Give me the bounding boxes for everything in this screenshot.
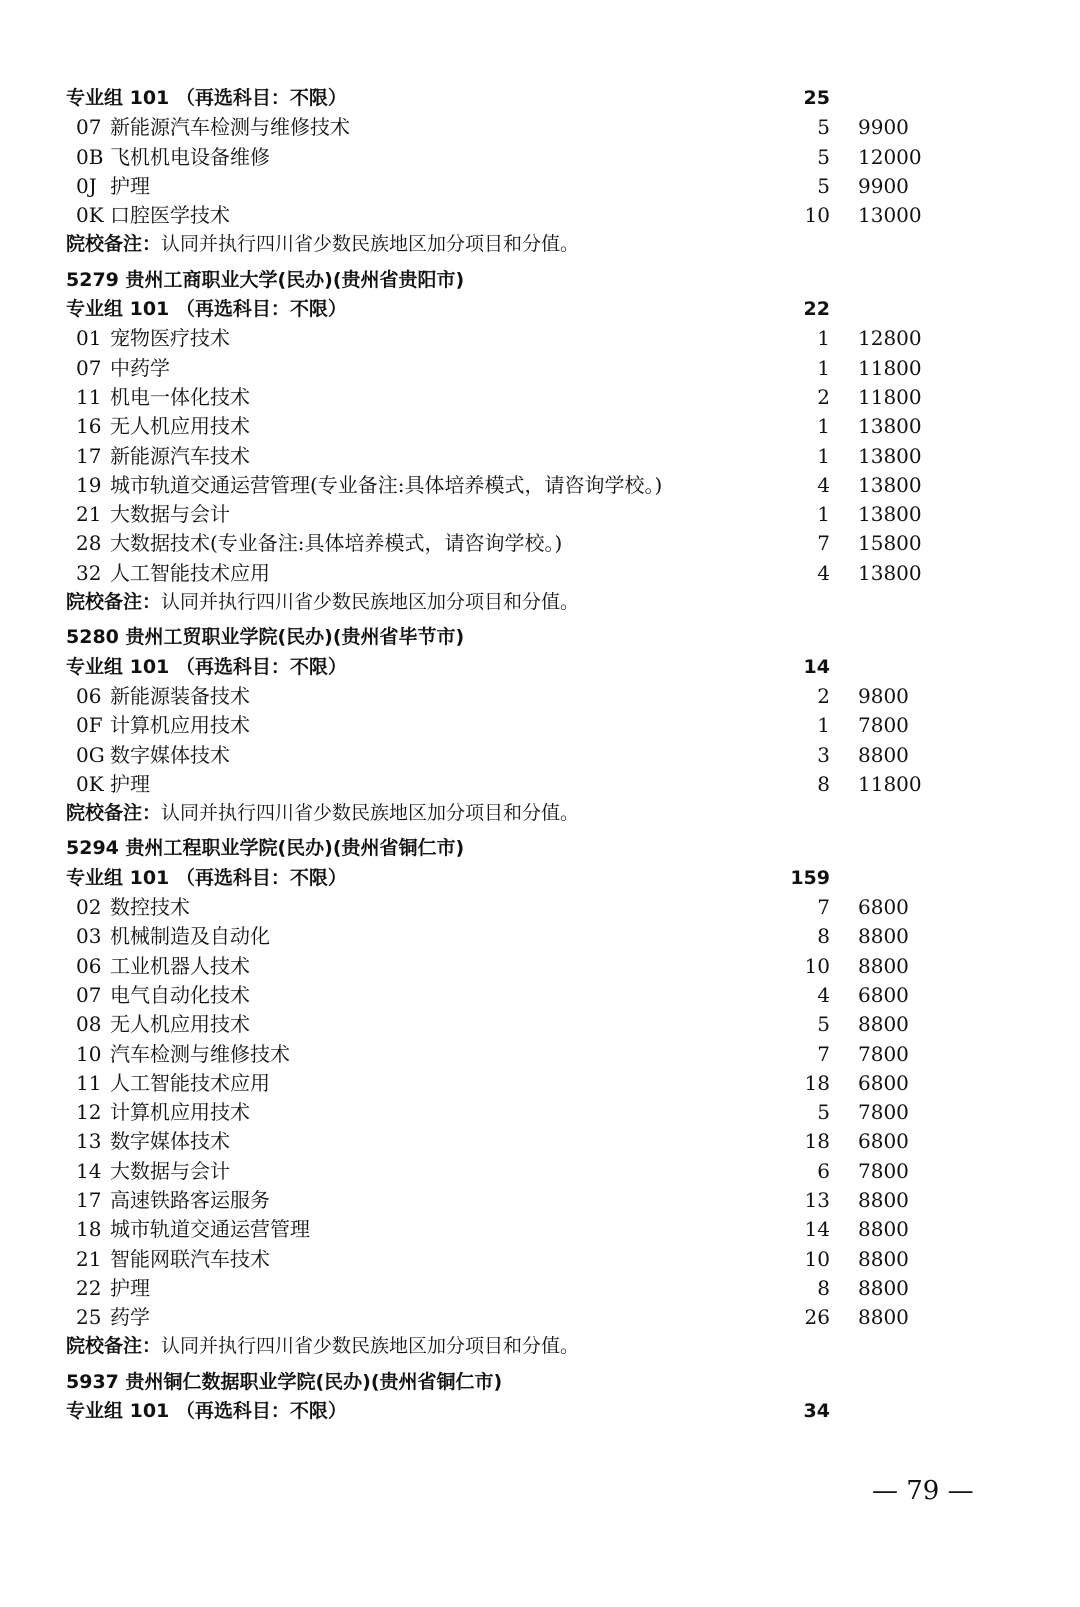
enrollment-count: 13 bbox=[804, 1187, 830, 1212]
major-name: 机械制造及自动化 bbox=[110, 924, 270, 949]
major-name: 新能源装备技术 bbox=[110, 683, 250, 708]
group-count: 22 bbox=[803, 298, 830, 321]
major-code: 17 bbox=[76, 443, 102, 468]
enrollment-count: 10 bbox=[804, 953, 830, 978]
tuition-fee: 6800 bbox=[858, 982, 909, 1007]
major-name: 大数据与会计 bbox=[110, 502, 230, 527]
major-name: 汽车检测与维修技术 bbox=[110, 1041, 290, 1066]
major-row bbox=[66, 1040, 966, 1069]
major-name: 药学 bbox=[110, 1305, 150, 1330]
major-name: 计算机应用技术 bbox=[110, 1100, 250, 1125]
major-code: 07 bbox=[76, 982, 102, 1007]
major-name: 大数据与会计 bbox=[110, 1158, 230, 1183]
major-row bbox=[66, 1069, 966, 1098]
major-row bbox=[66, 324, 966, 353]
page-number: — 79 — bbox=[872, 1476, 974, 1506]
tuition-fee: 12000 bbox=[858, 144, 922, 169]
major-code: 07 bbox=[76, 355, 102, 380]
major-name: 计算机应用技术 bbox=[110, 713, 250, 738]
tuition-fee: 7800 bbox=[858, 713, 909, 738]
tuition-fee: 8800 bbox=[858, 953, 909, 978]
tuition-fee: 8800 bbox=[858, 1275, 909, 1300]
enrollment-count: 1 bbox=[817, 713, 830, 738]
school-block bbox=[66, 623, 966, 828]
group-count: 25 bbox=[803, 87, 830, 109]
enrollment-count: 5 bbox=[817, 1012, 830, 1037]
school-note bbox=[66, 588, 966, 617]
major-name: 护理 bbox=[110, 771, 150, 796]
major-row bbox=[66, 529, 966, 558]
major-code: 19 bbox=[76, 472, 102, 497]
major-name: 智能网联汽车技术 bbox=[110, 1246, 270, 1271]
enrollment-count: 2 bbox=[817, 384, 830, 409]
major-name: 无人机应用技术 bbox=[110, 1012, 250, 1037]
major-code: 28 bbox=[76, 531, 102, 556]
school-note bbox=[66, 230, 966, 259]
school-block bbox=[66, 84, 966, 260]
tuition-fee: 8800 bbox=[858, 1217, 909, 1242]
major-row bbox=[66, 1274, 966, 1303]
group-row bbox=[66, 864, 966, 893]
major-code: 01 bbox=[76, 326, 102, 351]
group-label: 专业组 101 （再选科目：不限） bbox=[66, 655, 347, 678]
group-row bbox=[66, 84, 966, 113]
major-row bbox=[66, 922, 966, 951]
major-row bbox=[66, 143, 966, 172]
major-name: 高速铁路客运服务 bbox=[110, 1187, 270, 1212]
tuition-fee: 8800 bbox=[858, 1012, 909, 1037]
school-heading: 5294 贵州工程职业学院(民办)(贵州省铜仁市) bbox=[66, 837, 465, 860]
tuition-fee: 9800 bbox=[858, 683, 909, 708]
enrollment-count: 7 bbox=[817, 531, 830, 556]
tuition-fee: 9900 bbox=[858, 115, 909, 140]
major-row bbox=[66, 559, 966, 588]
tuition-fee: 7800 bbox=[858, 1100, 909, 1125]
major-name: 工业机器人技术 bbox=[110, 953, 250, 978]
major-name: 护理 bbox=[110, 1275, 150, 1300]
enrollment-count: 5 bbox=[817, 173, 830, 198]
school-note bbox=[66, 799, 966, 828]
school-heading: 5280 贵州工贸职业学院(民办)(贵州省毕节市) bbox=[66, 626, 465, 649]
enrollment-count: 10 bbox=[804, 1246, 830, 1271]
major-code: 10 bbox=[76, 1041, 102, 1066]
group-label: 专业组 101 （再选科目：不限） bbox=[66, 1400, 347, 1423]
major-code: 0F bbox=[76, 713, 103, 738]
major-row bbox=[66, 1303, 966, 1332]
tuition-fee: 12800 bbox=[858, 326, 922, 351]
note-label: 院校备注： bbox=[66, 591, 162, 614]
tuition-fee: 9900 bbox=[858, 173, 909, 198]
major-code: 03 bbox=[76, 924, 102, 949]
major-row bbox=[66, 952, 966, 981]
major-row bbox=[66, 383, 966, 412]
major-name: 数字媒体技术 bbox=[110, 1129, 230, 1154]
group-label: 专业组 101 （再选科目：不限） bbox=[66, 298, 347, 321]
school-heading: 5937 贵州铜仁数据职业学院(民办)(贵州省铜仁市) bbox=[66, 1370, 503, 1393]
tuition-fee: 8800 bbox=[858, 1246, 909, 1271]
major-row bbox=[66, 201, 966, 230]
school-block bbox=[66, 1368, 966, 1427]
tuition-fee: 11800 bbox=[858, 771, 922, 796]
major-code: 14 bbox=[76, 1158, 102, 1183]
major-code: 16 bbox=[76, 414, 102, 439]
tuition-fee: 8800 bbox=[858, 1305, 909, 1330]
enrollment-count: 7 bbox=[817, 895, 830, 920]
group-row bbox=[66, 295, 966, 324]
group-row bbox=[66, 1397, 966, 1426]
enrollment-count: 3 bbox=[817, 742, 830, 767]
major-name: 无人机应用技术 bbox=[110, 414, 250, 439]
school-block bbox=[66, 266, 966, 618]
group-label: 专业组 101 （再选科目：不限） bbox=[66, 87, 347, 109]
enrollment-count: 5 bbox=[817, 1100, 830, 1125]
tuition-fee: 15800 bbox=[858, 531, 922, 556]
enrollment-count: 5 bbox=[817, 115, 830, 140]
enrollment-count: 8 bbox=[817, 771, 830, 796]
major-row bbox=[66, 412, 966, 441]
major-name: 宠物医疗技术 bbox=[110, 326, 230, 351]
major-code: 11 bbox=[76, 384, 102, 409]
major-row bbox=[66, 1098, 966, 1127]
note-text: 认同并执行四川省少数民族地区加分项目和分值。 bbox=[161, 591, 580, 614]
major-code: 06 bbox=[76, 953, 102, 978]
major-row bbox=[66, 1186, 966, 1215]
note-label: 院校备注： bbox=[66, 802, 162, 825]
major-name: 口腔医学技术 bbox=[110, 203, 230, 228]
enrollment-count: 2 bbox=[817, 683, 830, 708]
school-note bbox=[66, 1332, 966, 1361]
enrollment-count: 8 bbox=[817, 1275, 830, 1300]
enrollment-count: 1 bbox=[817, 502, 830, 527]
major-name: 飞机机电设备维修 bbox=[110, 144, 270, 169]
tuition-fee: 13800 bbox=[858, 560, 922, 585]
enrollment-count: 1 bbox=[817, 443, 830, 468]
major-row bbox=[66, 770, 966, 799]
note-text: 认同并执行四川省少数民族地区加分项目和分值。 bbox=[161, 233, 580, 256]
tuition-fee: 13800 bbox=[858, 472, 922, 497]
enrollment-count: 1 bbox=[817, 326, 830, 351]
note-label: 院校备注： bbox=[66, 1335, 162, 1358]
major-name: 城市轨道交通运营管理 bbox=[110, 1217, 310, 1242]
tuition-fee: 13800 bbox=[858, 502, 922, 527]
tuition-fee: 7800 bbox=[858, 1158, 909, 1183]
enrollment-count: 18 bbox=[804, 1070, 830, 1095]
tuition-fee: 8800 bbox=[858, 1187, 909, 1212]
major-name: 大数据技术(专业备注:具体培养模式，请咨询学校。) bbox=[110, 531, 563, 556]
tuition-fee: 11800 bbox=[858, 355, 922, 380]
major-name: 机电一体化技术 bbox=[110, 384, 250, 409]
major-row bbox=[66, 471, 966, 500]
major-name: 电气自动化技术 bbox=[110, 982, 250, 1007]
major-code: 18 bbox=[76, 1217, 102, 1242]
major-code: 07 bbox=[76, 115, 102, 140]
major-code: 21 bbox=[76, 1246, 102, 1271]
major-name: 城市轨道交通运营管理(专业备注:具体培养模式，请咨询学校。) bbox=[110, 472, 663, 497]
major-name: 数字媒体技术 bbox=[110, 742, 230, 767]
major-row bbox=[66, 500, 966, 529]
group-count: 159 bbox=[790, 866, 830, 889]
major-code: 21 bbox=[76, 502, 102, 527]
major-row bbox=[66, 711, 966, 740]
enrollment-count: 18 bbox=[804, 1129, 830, 1154]
major-name: 护理 bbox=[110, 173, 150, 198]
major-row bbox=[66, 1157, 966, 1186]
major-code: 06 bbox=[76, 683, 102, 708]
major-code: 32 bbox=[76, 560, 102, 585]
note-label: 院校备注： bbox=[66, 233, 162, 256]
major-code: 0K bbox=[76, 771, 104, 796]
major-name: 人工智能技术应用 bbox=[110, 1070, 270, 1095]
major-name: 人工智能技术应用 bbox=[110, 560, 270, 585]
tuition-fee: 8800 bbox=[858, 924, 909, 949]
major-name: 中药学 bbox=[110, 355, 170, 380]
major-code: 08 bbox=[76, 1012, 102, 1037]
major-code: 25 bbox=[76, 1305, 102, 1330]
major-code: 12 bbox=[76, 1100, 102, 1125]
enrollment-count: 7 bbox=[817, 1041, 830, 1066]
school-block bbox=[66, 834, 966, 1361]
group-count: 34 bbox=[803, 1400, 830, 1423]
enrollment-count: 5 bbox=[817, 144, 830, 169]
note-text: 认同并执行四川省少数民族地区加分项目和分值。 bbox=[161, 802, 580, 825]
major-name: 新能源汽车技术 bbox=[110, 443, 250, 468]
major-code: 17 bbox=[76, 1187, 102, 1212]
enrollment-count: 6 bbox=[817, 1158, 830, 1183]
major-row bbox=[66, 981, 966, 1010]
tuition-fee: 6800 bbox=[858, 1129, 909, 1154]
enrollment-count: 4 bbox=[817, 982, 830, 1007]
tuition-fee: 7800 bbox=[858, 1041, 909, 1066]
major-row bbox=[66, 354, 966, 383]
tuition-fee: 11800 bbox=[858, 384, 922, 409]
major-code: 22 bbox=[76, 1275, 102, 1300]
enrollment-count: 14 bbox=[804, 1217, 830, 1242]
major-row bbox=[66, 1010, 966, 1039]
tuition-fee: 13800 bbox=[858, 414, 922, 439]
tuition-fee: 8800 bbox=[858, 742, 909, 767]
group-row bbox=[66, 653, 966, 682]
major-row bbox=[66, 1245, 966, 1274]
major-row bbox=[66, 442, 966, 471]
admission-list bbox=[66, 84, 966, 1426]
tuition-fee: 6800 bbox=[858, 1070, 909, 1095]
enrollment-count: 1 bbox=[817, 414, 830, 439]
major-code: 0J bbox=[76, 173, 97, 198]
major-code: 0G bbox=[76, 742, 105, 767]
enrollment-count: 8 bbox=[817, 924, 830, 949]
tuition-fee: 13000 bbox=[858, 203, 922, 228]
note-text: 认同并执行四川省少数民族地区加分项目和分值。 bbox=[161, 1335, 580, 1358]
major-row bbox=[66, 113, 966, 142]
enrollment-count: 4 bbox=[817, 560, 830, 585]
major-row bbox=[66, 1127, 966, 1156]
tuition-fee: 13800 bbox=[858, 443, 922, 468]
major-row bbox=[66, 172, 966, 201]
group-label: 专业组 101 （再选科目：不限） bbox=[66, 866, 347, 889]
major-row bbox=[66, 1215, 966, 1244]
enrollment-count: 1 bbox=[817, 355, 830, 380]
major-code: 13 bbox=[76, 1129, 102, 1154]
group-count: 14 bbox=[803, 655, 830, 678]
enrollment-count: 4 bbox=[817, 472, 830, 497]
school-heading: 5279 贵州工商职业大学(民办)(贵州省贵阳市) bbox=[66, 268, 465, 291]
major-code: 02 bbox=[76, 895, 102, 920]
enrollment-count: 10 bbox=[804, 203, 830, 228]
enrollment-count: 26 bbox=[804, 1305, 830, 1330]
tuition-fee: 6800 bbox=[858, 895, 909, 920]
major-row bbox=[66, 682, 966, 711]
major-row bbox=[66, 741, 966, 770]
major-row bbox=[66, 893, 966, 922]
major-code: 0B bbox=[76, 144, 104, 169]
major-code: 11 bbox=[76, 1070, 102, 1095]
major-code: 0K bbox=[76, 203, 104, 228]
major-name: 新能源汽车检测与维修技术 bbox=[110, 115, 350, 140]
major-name: 数控技术 bbox=[110, 895, 190, 920]
